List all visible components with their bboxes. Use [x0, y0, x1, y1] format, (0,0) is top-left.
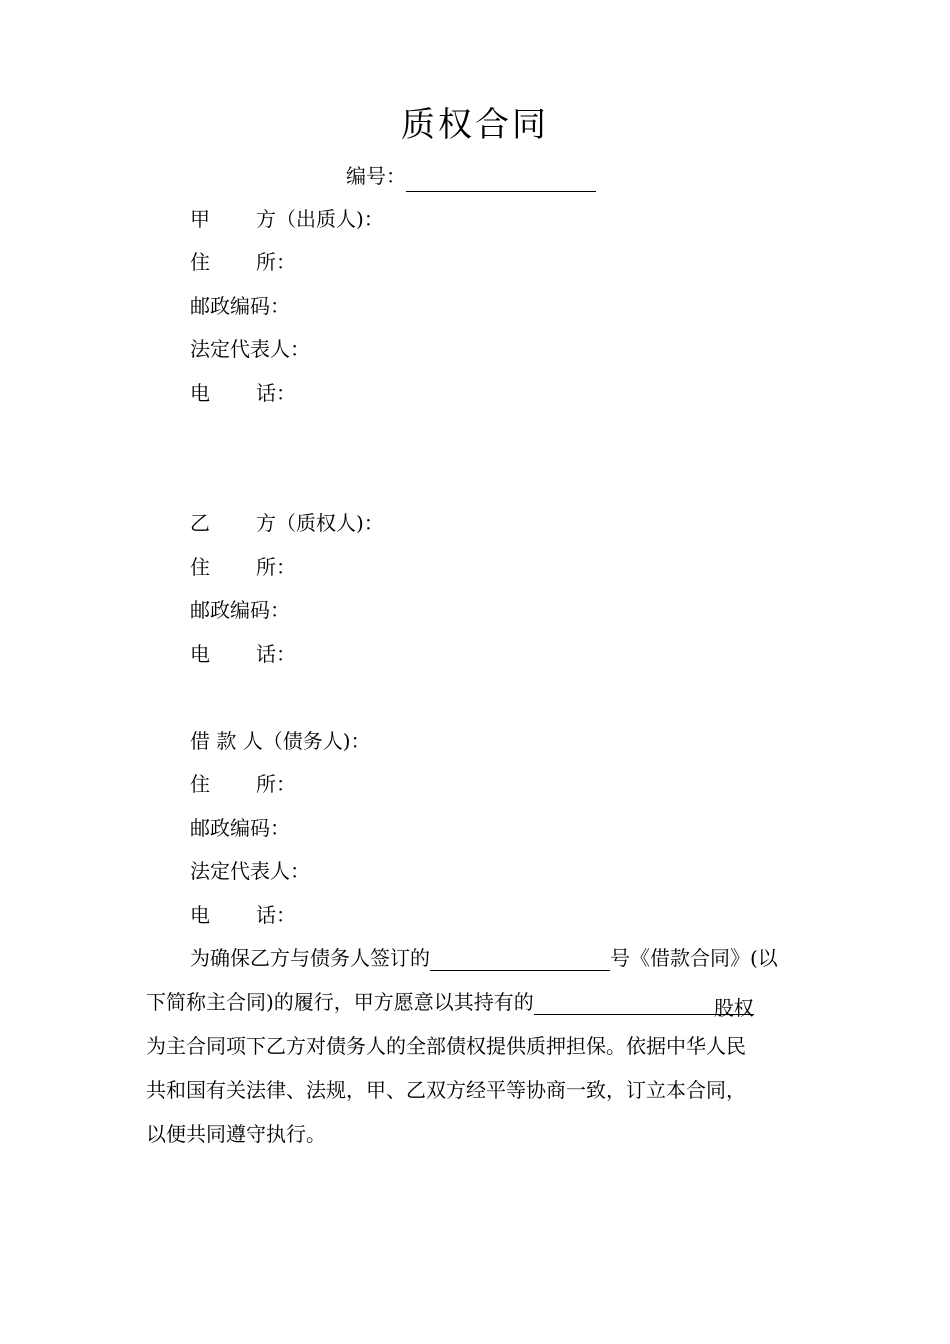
preamble-line-3: 为主合同项下乙方对债务人的全部债权提供质押担保。依据中华人民 [146, 1034, 746, 1058]
borrower-legal-rep: 法定代表人： [190, 859, 310, 883]
preamble-line-1-text-b: 号《借款合同》(以 [610, 946, 778, 970]
party-a-address-rest: 所： [256, 250, 296, 274]
party-b-heading [190, 507, 384, 539]
preamble-paragraph [146, 936, 808, 1156]
party-b-heading-first: 乙 [190, 511, 210, 535]
party-a-heading [190, 203, 384, 235]
party-a-address [190, 246, 296, 278]
preamble-line-1 [146, 936, 808, 980]
party-a-phone-first: 电 [190, 381, 210, 405]
document-title: 质权合同 [401, 105, 549, 145]
party-a-phone [190, 377, 296, 409]
contract-number-blank [406, 163, 596, 192]
party-b-address-first: 住 [190, 555, 210, 579]
preamble-line-2 [146, 980, 808, 1024]
party-a-phone-rest: 话： [256, 381, 296, 405]
party-a-heading-first: 甲 [190, 207, 210, 231]
preamble-line-1-text-a: 为确保乙方与债务人签订的 [190, 946, 430, 970]
preamble-line-2-text-b: 股权 [714, 986, 754, 1015]
borrower-postcode: 邮政编码： [190, 816, 290, 840]
party-b-address-rest: 所： [256, 555, 296, 579]
borrower-phone-rest: 话： [256, 903, 296, 927]
contract-number-row [346, 160, 596, 192]
party-a-legal-rep: 法定代表人： [190, 337, 310, 361]
borrower-phone [190, 899, 296, 931]
party-a-heading-rest: 方（出质人)： [256, 207, 384, 231]
party-a-address-first: 住 [190, 250, 210, 274]
party-b-address [190, 551, 296, 583]
preamble-line-4: 共和国有关法律、法规，甲、乙双方经平等协商一致，订立本合同， [146, 1078, 746, 1102]
borrower-phone-first: 电 [190, 903, 210, 927]
party-b-phone-rest: 话： [256, 642, 296, 666]
borrower-address-first: 住 [190, 772, 210, 796]
loan-contract-number-blank [430, 942, 610, 971]
preamble-line-5: 以便共同遵守执行。 [146, 1122, 326, 1146]
borrower-address-rest: 所： [256, 772, 296, 796]
party-a-postcode: 邮政编码： [190, 294, 290, 318]
party-b-heading-rest: 方（质权人)： [256, 511, 384, 535]
borrower-address [190, 768, 296, 800]
party-b-postcode: 邮政编码： [190, 598, 290, 622]
equity-holder-blank [534, 986, 714, 1015]
contract-number-label: 编号： [346, 164, 406, 188]
party-b-phone [190, 638, 296, 670]
party-b-phone-first: 电 [190, 642, 210, 666]
preamble-line-2-text-a: 下简称主合同)的履行，甲方愿意以其持有的 [146, 990, 534, 1014]
borrower-heading: 借 款 人（债务人)： [190, 729, 371, 753]
